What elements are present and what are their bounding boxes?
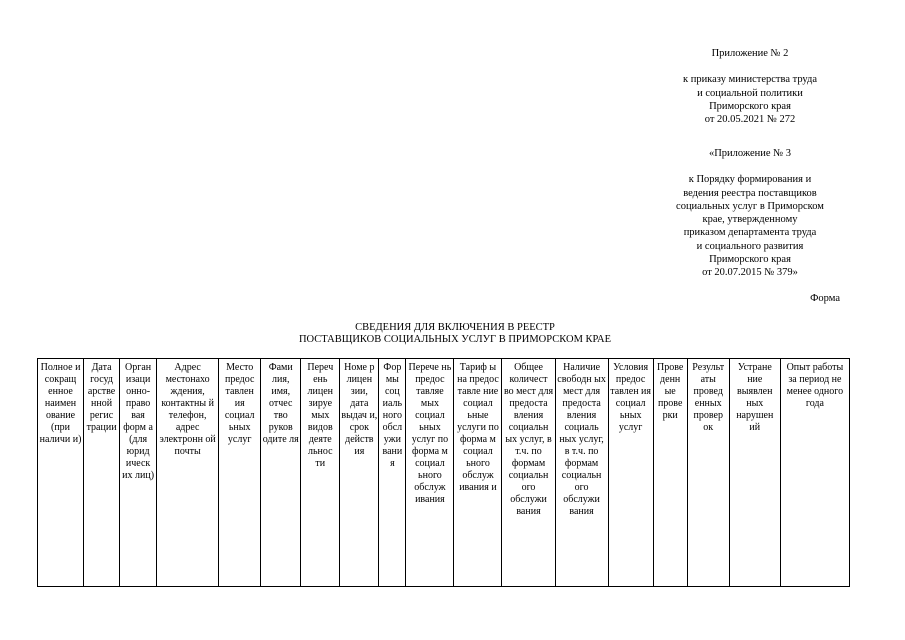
col-header-free-places: Наличие свободн ых мест для предоста вления социаль ных услуг, в т.ч. по формам социальн ого обслужи вания: [555, 359, 608, 587]
col-header-legal-form: Орган изаци онно-право вая форм а (для юрид ическ их лиц): [120, 359, 157, 587]
appendix-3-heading: «Приложение № 3: [708, 148, 792, 159]
col-header-inspection-results: Результ аты провед енных провер ок: [687, 359, 729, 587]
col-header-registration-date: Дата госуд арстве нной регис трации: [84, 359, 120, 587]
col-header-violations-fixed: Устране ние выявлен ных нарушен ий: [729, 359, 780, 587]
appendix-3-line: и социального развития: [696, 240, 804, 252]
appendix-3-line: приказом департамента труда: [683, 227, 817, 239]
col-header-total-places: Общее количест во мест для предоста вления социальн ых услуг, в т.ч. по формам социальн ого обслужи вания: [502, 359, 555, 587]
col-header-service-forms: Фор мы соц иаль ного обсл ужи вани я: [379, 359, 406, 587]
appendix-2-line: Приморского края: [709, 100, 791, 112]
col-header-tariffs: Тариф ы на предос тавле ние социал ьные услуги по форма м социал ьного обслуж ивания и: [454, 359, 502, 587]
appendix-2-block: [640, 47, 860, 126]
table-header-row: [38, 359, 850, 587]
form-label: Форма: [810, 293, 840, 304]
col-header-full-name: Полное и сокращ енное наимен ование (при наличи и): [38, 359, 84, 587]
title-line: СВЕДЕНИЯ ДЛЯ ВКЛЮЧЕНИЯ В РЕЕСТР: [355, 322, 555, 333]
appendix-3-line: социальных услуг в Приморском: [676, 200, 824, 212]
col-header-address-contacts: Адрес местонахо ждения, контактны й телефон, адрес электронн ой почты: [157, 359, 219, 587]
col-header-director-name: Фами лия, имя, отчес тво руков одите ля: [261, 359, 301, 587]
appendix-2-line: от 20.05.2021 № 272: [704, 114, 796, 126]
col-header-inspections: Прове денн ые прове рки: [653, 359, 687, 587]
document-title: [250, 322, 660, 345]
appendix-3-line: к Порядку формирования и: [688, 174, 812, 186]
col-header-licensed-activities: Переч ень лицен зируе мых видов деяте льнос ти: [301, 359, 340, 587]
appendix-2-line: и социальной политики: [697, 87, 803, 99]
col-header-service-conditions: Условия предос тавлен ия социал ьных услуг: [608, 359, 653, 587]
col-header-services-list: Перече нь предос тавляе мых социал ьных услуг по форма м социал ьного обслуж ивания: [406, 359, 454, 587]
appendix-3-block: [640, 147, 860, 280]
appendix-2-heading: Приложение № 2: [711, 48, 789, 59]
appendix-3-line: от 20.07.2015 № 379»: [702, 267, 798, 279]
title-line: ПОСТАВЩИКОВ СОЦИАЛЬНЫХ УСЛУГ В ПРИМОРСКОМ КРАЕ: [298, 333, 612, 345]
col-header-license-number: Номе р лицен зии, дата выдач и, срок действ ия: [340, 359, 379, 587]
col-header-experience: Опыт работы за период не менее одного года: [780, 359, 849, 587]
col-header-service-location: Место предос тавлен ия социал ьных услуг: [219, 359, 261, 587]
appendix-3-line: Приморского края: [709, 254, 791, 266]
appendix-3-line: крае, утвержденному: [702, 214, 798, 226]
appendix-3-line: ведения реестра поставщиков: [683, 187, 817, 199]
registry-form-table: [37, 358, 850, 587]
appendix-2-line: к приказу министерства труда: [682, 74, 818, 86]
